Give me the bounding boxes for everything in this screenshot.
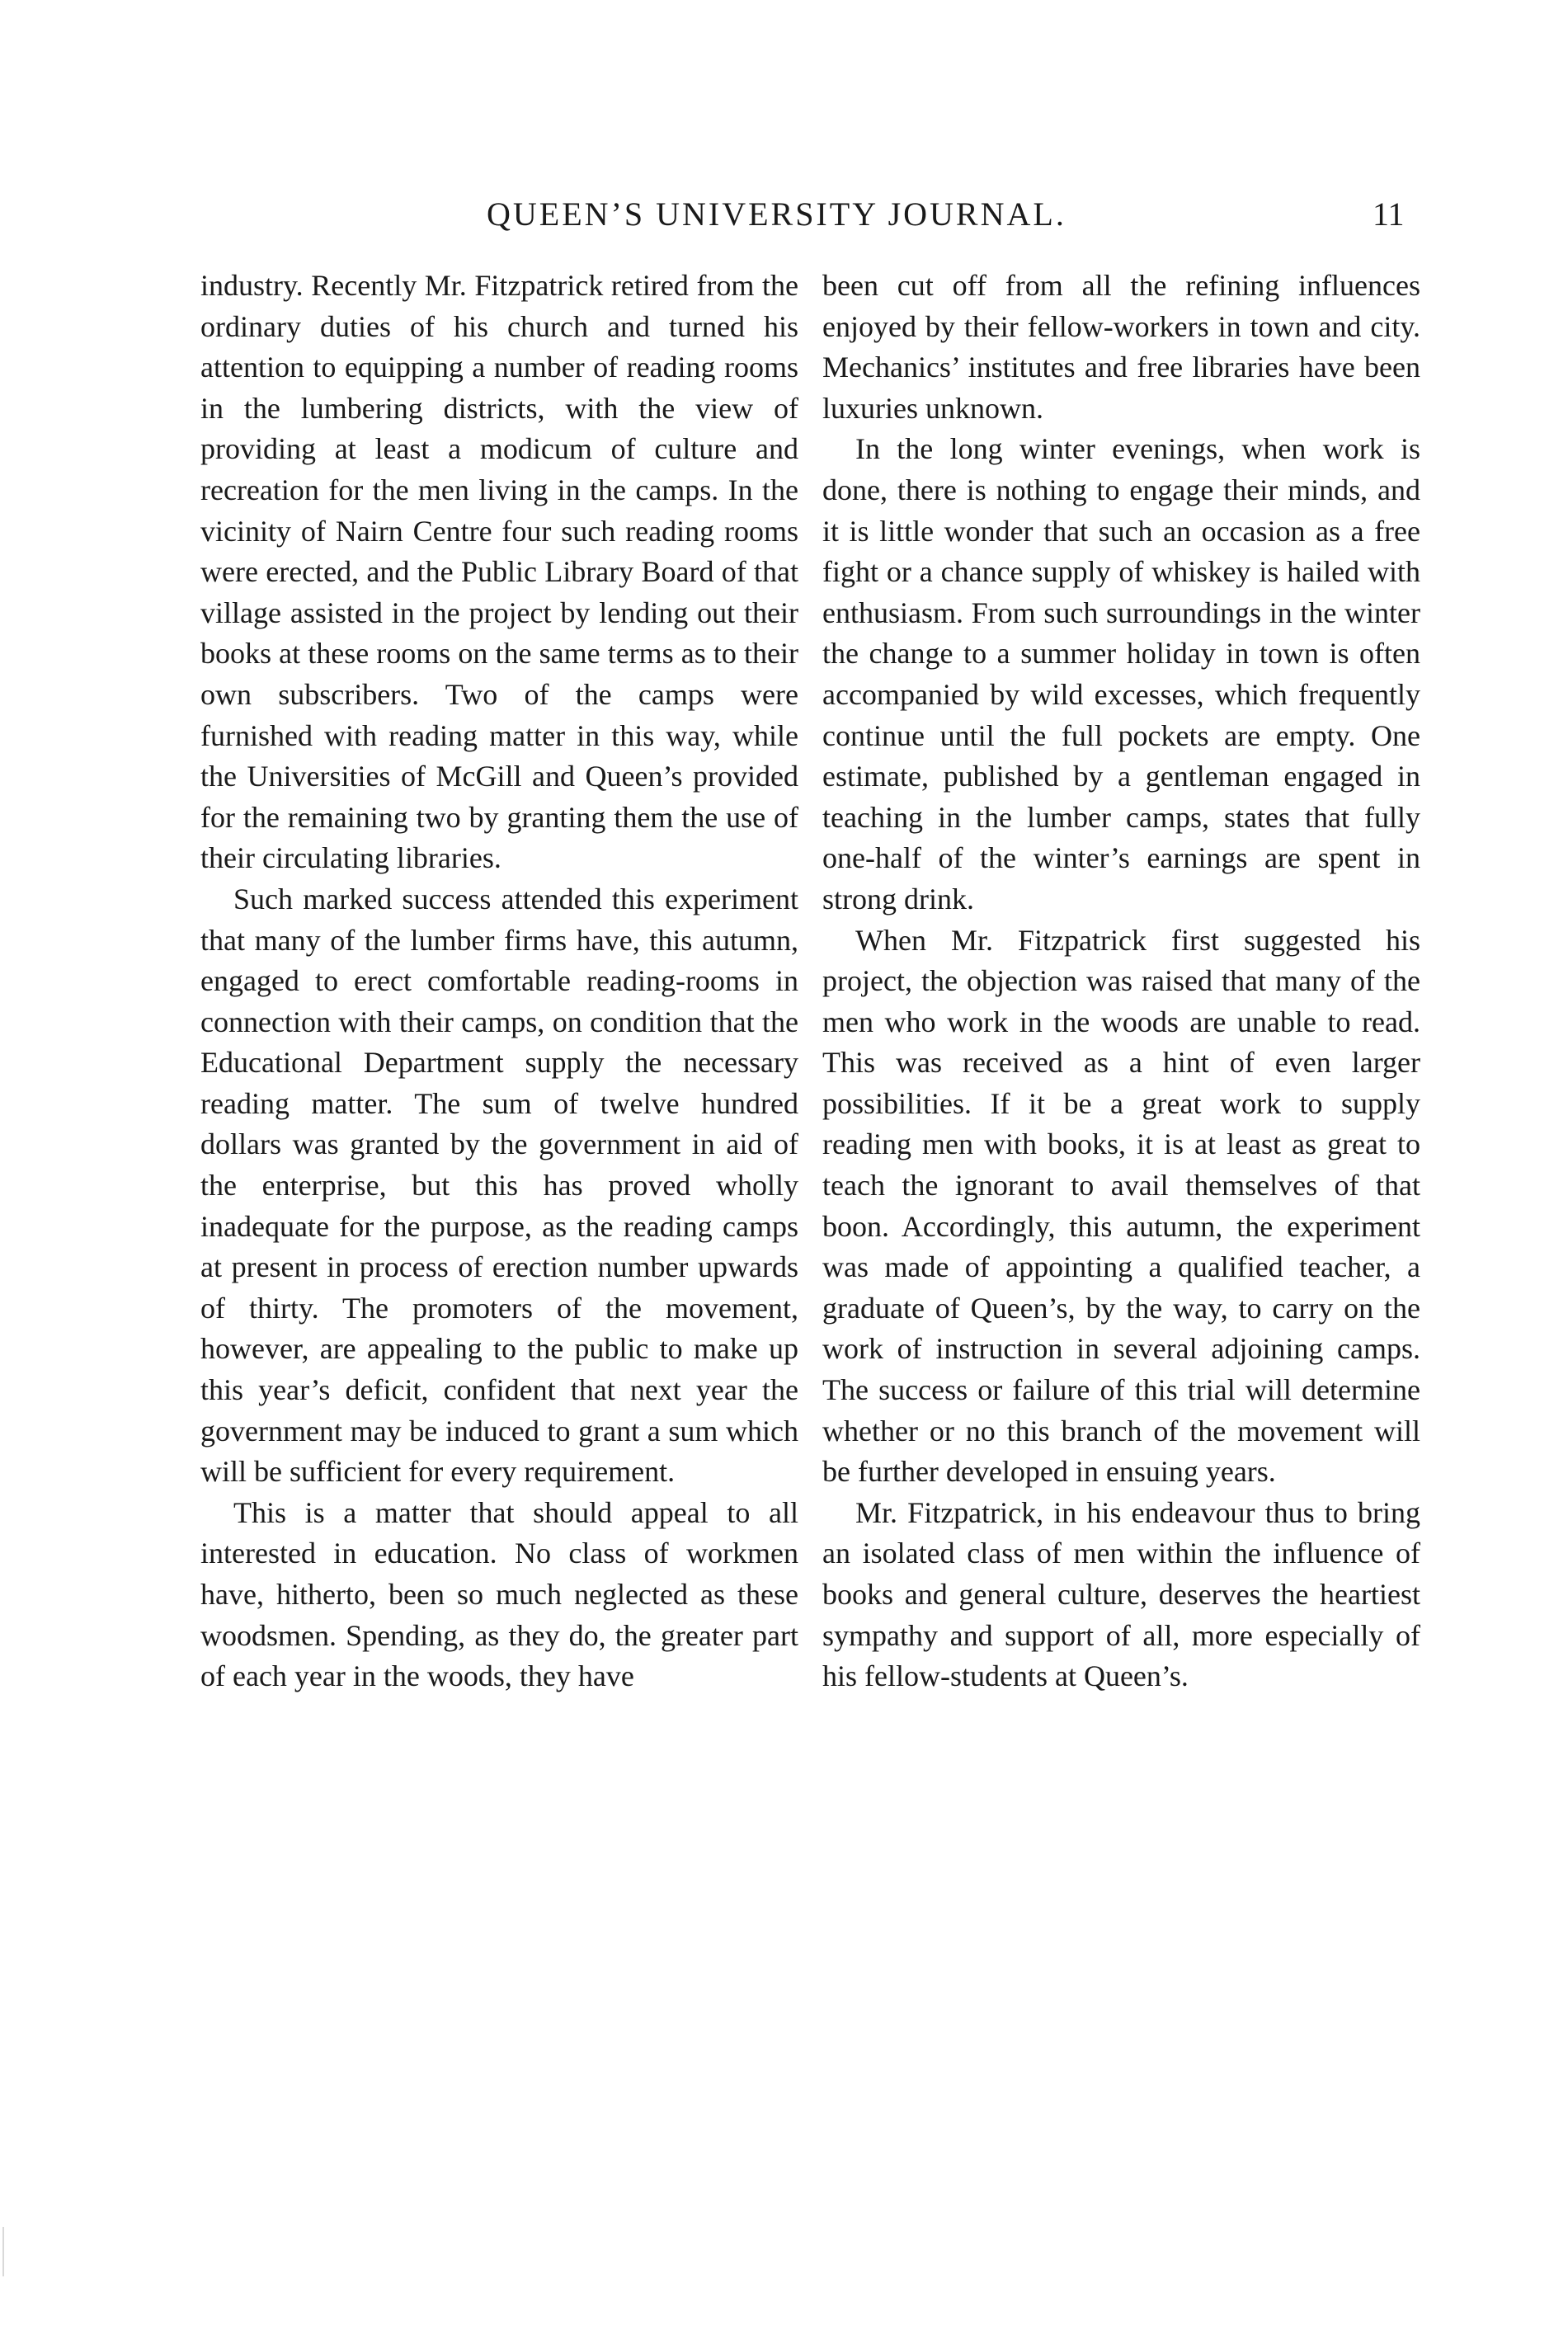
page-number: 11 [1373, 195, 1405, 233]
left-column [200, 266, 798, 1697]
left-paragraph-3: This is a matter that should appeal to all interested in education. No class of workmen have, hitherto, been so much neglected as these woodsmen. Spending, as they do, the greater part of each year in the woods, they have [200, 1495, 798, 1693]
scan-edge-mark [2, 2227, 4, 2276]
left-paragraph-1: industry. Recently Mr. Fitzpatrick retired from the ordinary duties of his church and turned his attention to equipping a number of reading rooms in the lumbering districts, with the view of providing at least a modicum of culture and recreation for the men living in the camps. In the vicinity of Nairn Centre four such reading rooms were erected, and the Public Library Board of that village assisted in the project by lending out their books at these rooms on the same terms as to their own subscribers. Two of the camps were furnished with reading matter in this way, while the Universities of McGill and Queen’s provided for the remaining two by granting them the use of their circulating libraries. [200, 269, 798, 875]
left-paragraph-2: Such marked success attended this experiment that many of the lumber firms have, this autumn, engaged to erect comfortable reading-rooms in connection with their camps, on condition that the Educational Department supply the necessary reading matter. The sum of twelve hundred dollars was granted by the government in aid of the enterprise, but this has proved wholly inadequate for the purpose, as the reading camps at present in process of erection number upwards of thirty. The promoters of the movement, however, are appealing to the public to make up this year’s deficit, confident that next year the government may be induced to grant a sum which will be sufficient for every requirement. [200, 882, 798, 1489]
right-paragraph-3: When Mr. Fitzpatrick first suggested his project, the objection was raised that many of the men who work in the woods are unable to read. This was received as a hint of even larger possibilities. If it be a great work to supply reading men with books, it is at least as great to teach the ignorant to avail themselves of that boon. Accordingly, this autumn, the experiment was made of appointing a qualified teacher, a graduate of Queen’s, by the way, to carry on the work of instruction in several adjoining camps. The success or failure of this trial will determine whether or no this branch of the movement will be further developed in ensuing years. [822, 923, 1420, 1489]
right-column [822, 266, 1420, 1697]
running-head-title: QUEEN’S UNIVERSITY JOURNAL. [487, 195, 1067, 233]
right-paragraph-2: In the long winter evenings, when work is done, there is nothing to engage their minds, and it is little wonder that such an occasion as a free fight or a chance supply of whiskey is hailed with enthusiasm. From such surroundings in the winter the change to a summer holiday in town is often accompanied by wild excesses, which frequently continue until the full pockets are empty. One estimate, published by a gentleman engaged in teaching in the lumber camps, states that fully one-half of the winter’s earnings are spent in strong drink. [822, 432, 1420, 915]
right-paragraph-1: been cut off from all the refining influences enjoyed by their fellow-workers in town and city. Mechanics’ institutes and free libraries have been luxuries unknown. [822, 269, 1420, 425]
right-paragraph-4: Mr. Fitzpatrick, in his endeavour thus to bring an isolated class of men within the influence of books and general culture, deserves the heartiest sympathy and support of all, more especially of his fellow-students at Queen’s. [822, 1495, 1420, 1693]
